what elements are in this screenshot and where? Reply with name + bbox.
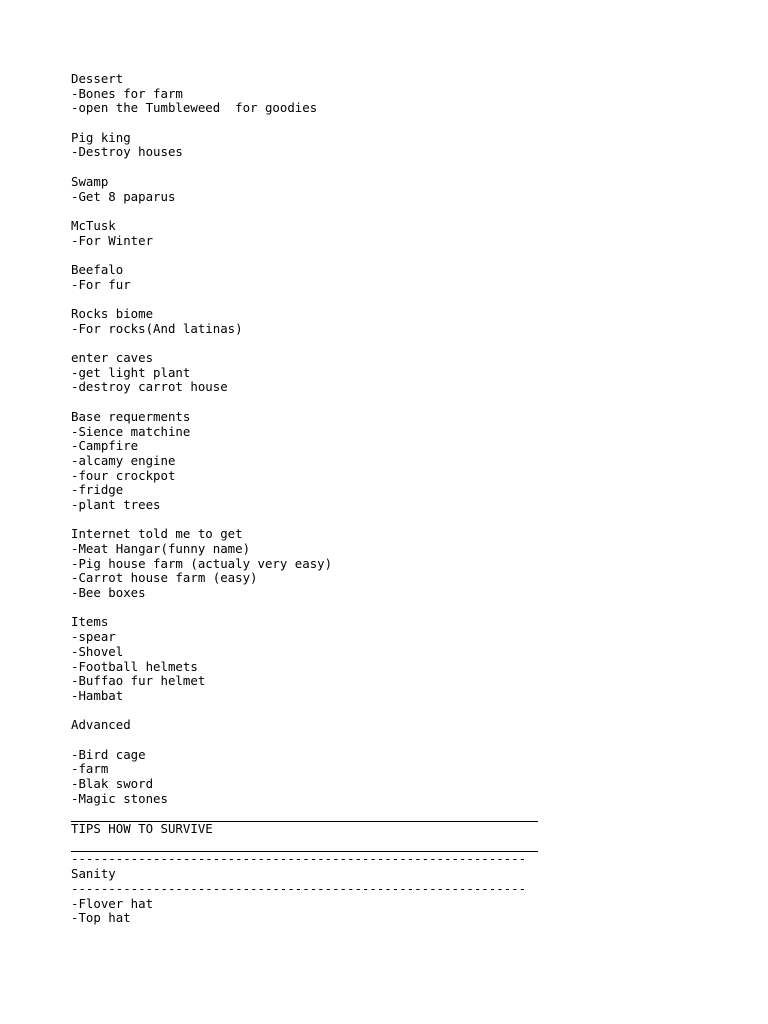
blank-line — [71, 704, 541, 719]
list-item: -alcamy engine — [71, 452, 176, 468]
list-item: -Pig house farm (actualy very easy) — [71, 555, 333, 571]
note-section — [71, 219, 541, 263]
blank-line — [71, 160, 541, 175]
list-item: -plant trees — [71, 496, 161, 512]
note-section — [71, 718, 541, 747]
blank-line — [71, 733, 541, 748]
note-section — [71, 72, 541, 131]
list-item: -Shovel — [71, 643, 124, 659]
note-section — [71, 615, 541, 718]
note-section — [71, 410, 541, 528]
list-item: -Magic stones — [71, 790, 168, 806]
list-item: -destroy carrot house — [71, 379, 228, 395]
blank-line — [71, 513, 541, 528]
section-title: McTusk — [71, 217, 116, 233]
note-section — [71, 263, 541, 307]
list-item: -get light plant — [71, 364, 191, 380]
list-item: -Blak sword — [71, 776, 154, 791]
list-item: -Hambat — [71, 687, 124, 703]
sanity-list — [71, 897, 541, 926]
list-item: -For fur — [71, 276, 131, 292]
notes-sections — [71, 72, 541, 821]
section-title: Base requerments — [71, 408, 191, 424]
spacer — [71, 837, 541, 852]
section-title: Rocks biome — [71, 306, 154, 321]
note-section — [71, 748, 541, 821]
blank-line — [71, 806, 541, 821]
list-item: -For Winter — [71, 232, 154, 248]
section-title: Pig king — [71, 129, 131, 145]
list-item: -spear — [71, 629, 116, 645]
list-item: -Meat Hangar(funny name) — [71, 541, 251, 556]
blank-line — [71, 336, 541, 351]
list-item: -Buffao fur helmet — [71, 673, 206, 689]
section-title: Items — [71, 614, 109, 630]
blank-line — [71, 292, 541, 307]
section-title: Beefalo — [71, 261, 124, 277]
sanity-heading: Sanity — [71, 866, 116, 882]
sanity-item: -Top hat — [71, 910, 131, 926]
list-item: -Bird cage — [71, 746, 146, 762]
note-section — [71, 131, 541, 175]
list-item: -Destroy houses — [71, 144, 183, 160]
list-item: -Campfire — [71, 438, 139, 454]
blank-line — [71, 395, 541, 410]
list-item: -For rocks(And latinas) — [71, 320, 243, 336]
tips-heading: TIPS HOW TO SURVIVE — [71, 821, 213, 837]
note-section — [71, 351, 541, 410]
list-item: -Bones for farm — [71, 85, 183, 101]
list-item: -four crockpot — [71, 467, 176, 483]
list-item: -Get 8 paparus — [71, 188, 176, 204]
section-title: Advanced — [71, 717, 131, 733]
blank-line — [71, 601, 541, 616]
list-item: -open the Tumbleweed for goodies — [71, 100, 318, 116]
section-title: Internet told me to get — [71, 526, 243, 542]
blank-line — [71, 248, 541, 263]
list-item: -fridge — [71, 482, 124, 498]
document-body — [71, 72, 541, 926]
sanity-item: -Flover hat — [71, 895, 154, 911]
section-title: Swamp — [71, 173, 109, 189]
blank-line — [71, 116, 541, 131]
dash-line-bottom: ------------------------------------------------------------- — [71, 880, 527, 896]
list-item: -Sience matchine — [71, 423, 191, 439]
list-item: -Carrot house farm (easy) — [71, 570, 258, 586]
list-item: -Bee boxes — [71, 585, 146, 601]
blank-line — [71, 204, 541, 219]
dash-line-top: ------------------------------------------------------------- — [71, 851, 527, 867]
note-section — [71, 175, 541, 219]
list-item: -farm — [71, 761, 109, 777]
note-section — [71, 527, 541, 615]
note-section — [71, 307, 541, 351]
section-title: Dessert — [71, 71, 124, 86]
section-title: enter caves — [71, 350, 154, 366]
list-item: -Football helmets — [71, 658, 198, 674]
